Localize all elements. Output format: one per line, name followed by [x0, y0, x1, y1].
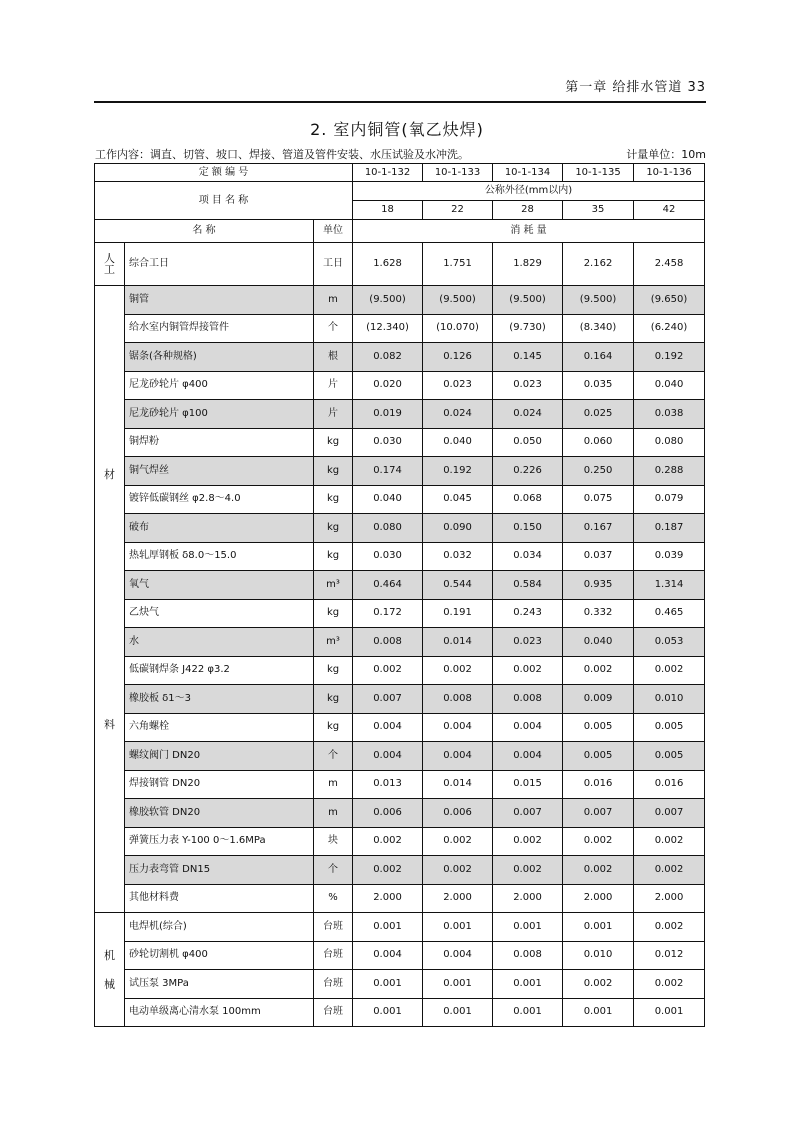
item-name: 六角螺栓 [125, 713, 314, 742]
item-unit: 台班 [314, 998, 353, 1027]
item-name: 镀锌低碳钢丝 φ2.8～4.0 [125, 485, 314, 514]
value-cell: 0.075 [563, 485, 634, 514]
quota-table [94, 163, 705, 1027]
col-unit-header: 单位 [314, 220, 353, 243]
value-cell: 0.009 [563, 685, 634, 714]
value-cell: 0.192 [634, 343, 705, 372]
value-cell: (10.070) [423, 314, 493, 343]
table-row [95, 770, 705, 799]
unit-of-measure: 计量单位：10m [626, 148, 706, 161]
value-cell: 0.090 [423, 514, 493, 543]
value-cell: 0.001 [563, 998, 634, 1027]
section-title: 2. 室内铜管(氧乙炔焊) [310, 120, 484, 139]
value-cell: 0.126 [423, 343, 493, 372]
value-cell: 0.006 [423, 799, 493, 828]
table-row [95, 514, 705, 543]
value-cell: 0.010 [563, 941, 634, 970]
value-cell: 0.030 [353, 542, 423, 571]
value-cell: 0.045 [423, 485, 493, 514]
value-cell: 2.000 [634, 884, 705, 913]
item-unit: 台班 [314, 941, 353, 970]
value-cell: 0.007 [353, 685, 423, 714]
value-cell: 0.250 [563, 457, 634, 486]
value-cell: 0.004 [493, 742, 563, 771]
item-unit: 片 [314, 371, 353, 400]
value-cell: 0.005 [563, 713, 634, 742]
value-cell: 0.007 [634, 799, 705, 828]
item-unit: 块 [314, 827, 353, 856]
value-cell: 0.007 [563, 799, 634, 828]
value-cell: 0.465 [634, 599, 705, 628]
value-cell: (9.500) [353, 286, 423, 315]
value-cell: 0.007 [493, 799, 563, 828]
item-unit: kg [314, 713, 353, 742]
item-unit: kg [314, 428, 353, 457]
value-cell: 2.000 [493, 884, 563, 913]
item-name: 破布 [125, 514, 314, 543]
value-cell: 0.243 [493, 599, 563, 628]
code-cell: 10-1-133 [423, 164, 493, 182]
value-cell: 0.080 [353, 514, 423, 543]
category-char: 械 [104, 977, 115, 991]
header-rule [94, 101, 706, 103]
value-cell: (9.650) [634, 286, 705, 315]
value-cell: 0.013 [353, 770, 423, 799]
value-cell: 0.082 [353, 343, 423, 372]
running-header [94, 72, 706, 98]
value-cell: 0.024 [423, 400, 493, 429]
value-cell: 0.005 [563, 742, 634, 771]
item-name: 尼龙砂轮片 φ400 [125, 371, 314, 400]
item-name: 尼龙砂轮片 φ100 [125, 400, 314, 429]
category-cell [95, 243, 125, 286]
value-cell: 0.002 [493, 656, 563, 685]
item-unit: 个 [314, 856, 353, 885]
value-cell: 0.030 [353, 428, 423, 457]
item-unit: kg [314, 542, 353, 571]
code-cell: 10-1-132 [353, 164, 423, 182]
diameter-cell: 28 [493, 201, 563, 220]
value-cell: 0.001 [423, 970, 493, 999]
item-name: 氧气 [125, 571, 314, 600]
value-cell: 0.001 [563, 913, 634, 942]
value-cell: 0.014 [423, 770, 493, 799]
item-unit: 根 [314, 343, 353, 372]
value-cell: 0.001 [353, 913, 423, 942]
value-cell: 0.002 [563, 856, 634, 885]
value-cell: 0.002 [493, 856, 563, 885]
item-name: 焊接钢管 DN20 [125, 770, 314, 799]
value-cell: 0.584 [493, 571, 563, 600]
table-row [95, 656, 705, 685]
value-cell: 0.935 [563, 571, 634, 600]
value-cell: 0.005 [634, 742, 705, 771]
item-unit: m³ [314, 628, 353, 657]
item-name: 低碳钢焊条 J422 φ3.2 [125, 656, 314, 685]
item-name: 电焊机(综合) [125, 913, 314, 942]
value-cell: 0.080 [634, 428, 705, 457]
value-cell: 0.014 [423, 628, 493, 657]
table-row [95, 371, 705, 400]
value-cell: 0.002 [423, 856, 493, 885]
value-cell: 0.032 [423, 542, 493, 571]
item-unit: m [314, 799, 353, 828]
category-char: 材 [104, 467, 115, 481]
value-cell: 0.002 [634, 913, 705, 942]
value-cell: 1.751 [423, 243, 493, 286]
item-unit: 个 [314, 314, 353, 343]
code-row [95, 164, 705, 182]
diameter-cell: 22 [423, 201, 493, 220]
diameter-cell: 42 [634, 201, 705, 220]
value-cell: 0.023 [493, 371, 563, 400]
item-name: 压力表弯管 DN15 [125, 856, 314, 885]
value-cell: 0.019 [353, 400, 423, 429]
value-cell: 0.037 [563, 542, 634, 571]
value-cell: 0.012 [634, 941, 705, 970]
value-cell: (6.240) [634, 314, 705, 343]
value-cell: 0.288 [634, 457, 705, 486]
item-unit: 片 [314, 400, 353, 429]
value-cell: 0.002 [563, 827, 634, 856]
value-cell: 0.002 [423, 656, 493, 685]
value-cell: 0.008 [493, 685, 563, 714]
value-cell: 2.000 [423, 884, 493, 913]
value-cell: 0.002 [634, 970, 705, 999]
item-unit: kg [314, 685, 353, 714]
value-cell: 0.192 [423, 457, 493, 486]
value-cell: 0.004 [493, 713, 563, 742]
value-cell: 0.464 [353, 571, 423, 600]
value-cell: 0.002 [563, 656, 634, 685]
value-cell: 0.008 [423, 685, 493, 714]
category-cell [95, 913, 125, 1027]
table-row [95, 884, 705, 913]
item-unit: 台班 [314, 970, 353, 999]
value-cell: 0.004 [353, 941, 423, 970]
value-cell: 0.332 [563, 599, 634, 628]
value-cell: 0.006 [353, 799, 423, 828]
category-cell [95, 286, 125, 913]
value-cell: 0.079 [634, 485, 705, 514]
item-name: 试压泵 3MPa [125, 970, 314, 999]
item-unit: % [314, 884, 353, 913]
value-cell: 0.008 [353, 628, 423, 657]
item-name: 给水室内铜管焊接管件 [125, 314, 314, 343]
category-char: 工 [104, 263, 115, 276]
table-row [95, 286, 705, 315]
table-row [95, 343, 705, 372]
value-cell: 0.016 [634, 770, 705, 799]
diameter-cell: 18 [353, 201, 423, 220]
value-cell: 0.226 [493, 457, 563, 486]
item-name: 砂轮切割机 φ400 [125, 941, 314, 970]
value-cell: 0.002 [634, 656, 705, 685]
table-row [95, 742, 705, 771]
value-cell: 0.167 [563, 514, 634, 543]
table-row [95, 685, 705, 714]
value-cell: 0.060 [563, 428, 634, 457]
value-cell: 0.034 [493, 542, 563, 571]
item-unit: m [314, 286, 353, 315]
value-cell: 0.004 [423, 941, 493, 970]
table-row [95, 799, 705, 828]
item-unit: kg [314, 599, 353, 628]
item-name: 铜焊粉 [125, 428, 314, 457]
item-unit: 个 [314, 742, 353, 771]
item-unit: kg [314, 656, 353, 685]
item-name: 电动单级离心清水泵 100mm [125, 998, 314, 1027]
value-cell: 0.010 [634, 685, 705, 714]
value-cell: 0.002 [423, 827, 493, 856]
value-cell: 2.458 [634, 243, 705, 286]
code-cell: 10-1-136 [634, 164, 705, 182]
value-cell: 0.002 [353, 856, 423, 885]
diameter-cell: 35 [563, 201, 634, 220]
value-cell: 0.164 [563, 343, 634, 372]
value-cell: 0.001 [353, 998, 423, 1027]
category-char: 人 [104, 252, 115, 265]
value-cell: 0.001 [423, 998, 493, 1027]
value-cell: 0.002 [353, 656, 423, 685]
table-row [95, 998, 705, 1027]
value-cell: (8.340) [563, 314, 634, 343]
item-name: 铜管 [125, 286, 314, 315]
value-cell: 0.040 [634, 371, 705, 400]
item-name: 弹簧压力表 Y-100 0～1.6MPa [125, 827, 314, 856]
item-name: 橡胶板 δ1～3 [125, 685, 314, 714]
code-cell: 10-1-134 [493, 164, 563, 182]
item-unit: m [314, 770, 353, 799]
table-row [95, 970, 705, 999]
item-unit: m³ [314, 571, 353, 600]
item-name: 热轧厚钢板 δ8.0～15.0 [125, 542, 314, 571]
col-name-header: 名 称 [95, 220, 314, 243]
table-row [95, 571, 705, 600]
value-cell: 0.016 [563, 770, 634, 799]
table-row [95, 628, 705, 657]
value-cell: 0.001 [423, 913, 493, 942]
value-cell: 0.035 [563, 371, 634, 400]
value-cell: 0.001 [493, 970, 563, 999]
value-cell: (9.500) [423, 286, 493, 315]
value-cell: 0.544 [423, 571, 493, 600]
value-cell: 2.000 [353, 884, 423, 913]
value-cell: 0.005 [634, 713, 705, 742]
value-cell: 0.004 [353, 742, 423, 771]
table-row [95, 243, 705, 286]
value-cell: 0.191 [423, 599, 493, 628]
code-cell: 10-1-135 [563, 164, 634, 182]
item-name: 铜气焊丝 [125, 457, 314, 486]
value-cell: 0.145 [493, 343, 563, 372]
item-name: 水 [125, 628, 314, 657]
diameter-header-row [95, 182, 705, 201]
value-cell: 0.008 [493, 941, 563, 970]
value-cell: 0.023 [423, 371, 493, 400]
item-name: 综合工日 [125, 243, 314, 286]
value-cell: 0.004 [423, 742, 493, 771]
col-consumption-header: 消 耗 量 [353, 220, 705, 243]
value-cell: (9.730) [493, 314, 563, 343]
item-label: 项 目 名 称 [95, 182, 353, 220]
value-cell: (9.500) [493, 286, 563, 315]
value-cell: 1.829 [493, 243, 563, 286]
item-name: 橡胶软管 DN20 [125, 799, 314, 828]
value-cell: 0.001 [493, 913, 563, 942]
item-unit: 台班 [314, 913, 353, 942]
diameter-label: 公称外径(mm以内) [353, 182, 705, 201]
value-cell: (12.340) [353, 314, 423, 343]
value-cell: 0.025 [563, 400, 634, 429]
value-cell: 1.628 [353, 243, 423, 286]
item-name: 其他材料费 [125, 884, 314, 913]
value-cell: 0.002 [634, 856, 705, 885]
value-cell: 2.000 [563, 884, 634, 913]
value-cell: 0.015 [493, 770, 563, 799]
value-cell: 0.172 [353, 599, 423, 628]
value-cell: 0.053 [634, 628, 705, 657]
value-cell: 0.001 [493, 998, 563, 1027]
code-label: 定 额 编 号 [95, 164, 353, 182]
value-cell: 0.023 [493, 628, 563, 657]
table-row [95, 913, 705, 942]
table-row [95, 457, 705, 486]
item-name: 乙炔气 [125, 599, 314, 628]
value-cell: 0.004 [423, 713, 493, 742]
column-header-row [95, 220, 705, 243]
value-cell: 0.068 [493, 485, 563, 514]
item-unit: kg [314, 485, 353, 514]
value-cell: 0.002 [634, 827, 705, 856]
value-cell: 0.002 [353, 827, 423, 856]
value-cell: 0.038 [634, 400, 705, 429]
table-row [95, 599, 705, 628]
value-cell: 0.024 [493, 400, 563, 429]
value-cell: 0.001 [353, 970, 423, 999]
item-name: 锯条(各种规格) [125, 343, 314, 372]
value-cell: 2.162 [563, 243, 634, 286]
value-cell: 0.040 [423, 428, 493, 457]
value-cell: 0.040 [563, 628, 634, 657]
value-cell: 0.020 [353, 371, 423, 400]
table-row [95, 428, 705, 457]
category-char: 机 [104, 948, 115, 962]
value-cell: 0.050 [493, 428, 563, 457]
table-row [95, 713, 705, 742]
table-row [95, 485, 705, 514]
table-row [95, 827, 705, 856]
value-cell: (9.500) [563, 286, 634, 315]
table-row [95, 314, 705, 343]
value-cell: 0.004 [353, 713, 423, 742]
category-char: 料 [104, 717, 115, 731]
item-name: 螺纹阀门 DN20 [125, 742, 314, 771]
work-content: 工作内容：调直、切管、坡口、焊接、管道及管件安装、水压试验及水冲洗。 [95, 148, 469, 161]
value-cell: 0.002 [493, 827, 563, 856]
value-cell: 0.187 [634, 514, 705, 543]
value-cell: 0.002 [563, 970, 634, 999]
item-unit: 工日 [314, 243, 353, 286]
table-row [95, 941, 705, 970]
item-unit: kg [314, 457, 353, 486]
value-cell: 0.150 [493, 514, 563, 543]
table-row [95, 400, 705, 429]
value-cell: 0.039 [634, 542, 705, 571]
header-text: 第一章 给排水管道 33 [565, 80, 706, 95]
table-row [95, 542, 705, 571]
table-row [95, 856, 705, 885]
value-cell: 1.314 [634, 571, 705, 600]
value-cell: 0.040 [353, 485, 423, 514]
value-cell: 0.001 [634, 998, 705, 1027]
item-unit: kg [314, 514, 353, 543]
value-cell: 0.174 [353, 457, 423, 486]
